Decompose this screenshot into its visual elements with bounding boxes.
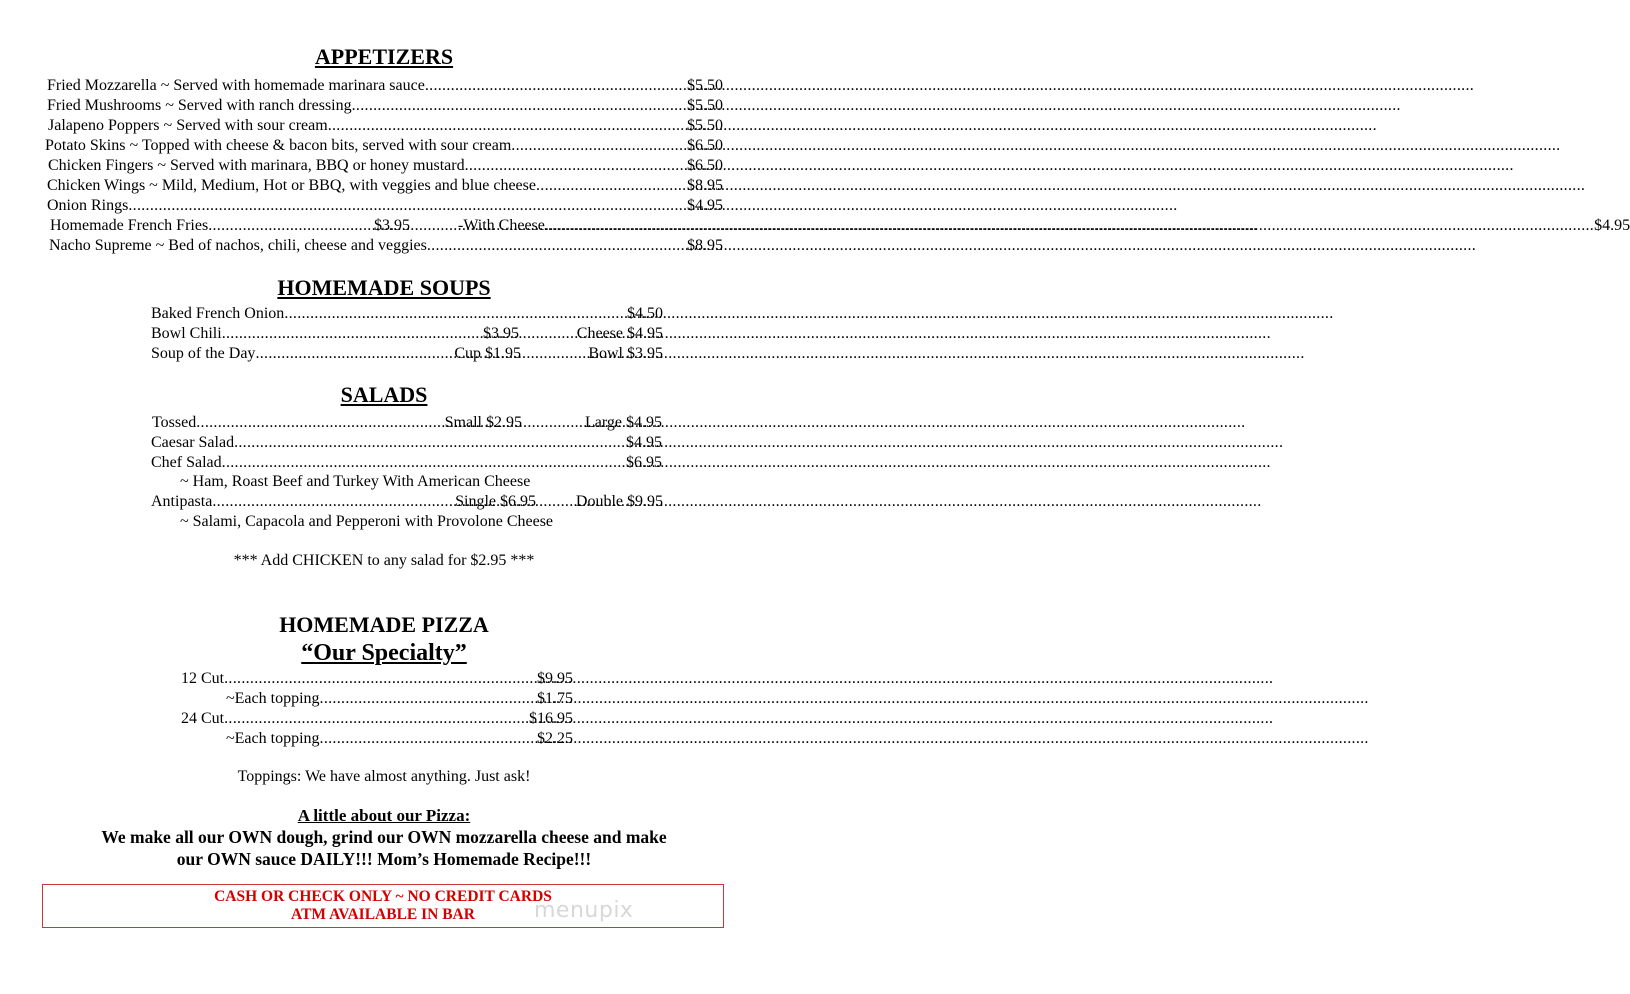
- notice-line-2: ATM AVAILABLE IN BAR: [291, 906, 475, 923]
- item-name: Caesar Salad: [151, 434, 235, 451]
- about-line-2: our OWN sauce DAILY!!! Mom’s Homemade Recipe!!!: [176, 849, 592, 869]
- menu-item: [49, 236, 723, 256]
- item-price: $3.95: [483, 325, 519, 342]
- item-price: $4.95: [626, 434, 662, 451]
- menu-item: [226, 689, 573, 709]
- item-price: $1.75: [537, 690, 573, 707]
- menu-item: [48, 116, 723, 136]
- item-name: Jalapeno Poppers ~ Served with sour cream: [48, 117, 328, 134]
- item-price: $9.95: [537, 670, 573, 687]
- menu-item: [47, 176, 723, 196]
- item-name: Chicken Wings ~ Mild, Medium, Hot or BBQ, with veggies and blue cheese: [47, 177, 536, 194]
- item-name: ~Each topping: [226, 730, 320, 747]
- item-price: Small $2.95: [444, 414, 522, 431]
- menu-item: [181, 669, 573, 689]
- item-price: $6.50: [687, 157, 723, 174]
- item-option: -With Cheese: [458, 217, 545, 234]
- item-price: $6.50: [687, 137, 723, 154]
- item-name: Antipasta: [151, 493, 213, 510]
- item-price: $8.95: [687, 237, 723, 254]
- watermark-logo: menupix: [534, 898, 634, 923]
- item-price: $5.50: [687, 77, 723, 94]
- item-option: Large $4.95: [584, 414, 662, 431]
- item-name: Potato Skins ~ Topped with cheese & bacon bits, served with sour cream: [45, 137, 512, 154]
- item-option: Bowl $3.95: [588, 345, 663, 362]
- item-name: Chef Salad: [151, 454, 222, 471]
- item-price: $3.95: [374, 217, 410, 234]
- salads-heading: SALADS: [340, 382, 428, 407]
- menu-item: [226, 729, 573, 749]
- item-price: Single $6.95: [455, 493, 536, 510]
- pizza-subtitle: “Our Specialty”: [301, 640, 467, 666]
- item-price: Cup $1.95: [454, 345, 521, 362]
- menu-item: [151, 433, 662, 453]
- item-price: $4.95: [687, 197, 723, 214]
- item-description: ~ Ham, Roast Beef and Turkey With American Cheese: [180, 473, 531, 490]
- item-price: $6.95: [626, 454, 662, 471]
- item-price: $4.50: [627, 305, 663, 322]
- item-name: Chicken Fingers ~ Served with marinara, BBQ or honey mustard: [48, 157, 465, 174]
- item-name: 24 Cut: [181, 710, 225, 727]
- menu-item: [151, 453, 662, 473]
- menu-item: [50, 216, 1630, 236]
- menu-item: [151, 304, 663, 324]
- menu-item: [48, 156, 723, 176]
- item-option: Cheese $4.95: [576, 325, 663, 342]
- item-price: $2.25: [537, 730, 573, 747]
- about-title: A little about our Pizza:: [297, 806, 471, 825]
- item-name: Fried Mozzarella ~ Served with homemade marinara sauce: [47, 77, 425, 94]
- item-name: Soup of the Day: [151, 345, 256, 362]
- menu-item: [47, 96, 723, 116]
- menu-item: [181, 709, 573, 729]
- menu-item: [151, 492, 663, 512]
- notice-line-1: CASH OR CHECK ONLY ~ NO CREDIT CARDS: [214, 888, 552, 905]
- item-option: Double $9.95: [575, 493, 663, 510]
- menu-item: [151, 324, 663, 344]
- item-name: Onion Rings: [47, 197, 129, 214]
- item-name: Nacho Supreme ~ Bed of nachos, chili, cheese and veggies: [49, 237, 427, 254]
- salad-note: *** Add CHICKEN to any salad for $2.95 ***: [233, 552, 535, 569]
- about-line-1: We make all our OWN dough, grind our OWN mozzarella cheese and make: [101, 827, 667, 847]
- appetizers-heading: APPETIZERS: [314, 44, 454, 69]
- pizza-heading: HOMEMADE PIZZA: [279, 612, 489, 637]
- soups-heading: HOMEMADE SOUPS: [277, 275, 491, 300]
- item-name: Baked French Onion: [151, 305, 285, 322]
- item-description: ~ Salami, Capacola and Pepperoni with Provolone Cheese: [180, 513, 554, 530]
- item-price: $5.50: [687, 97, 723, 114]
- item-name: Tossed: [152, 414, 197, 431]
- item-price: $4.95: [1594, 217, 1630, 234]
- item-price: $5.50: [687, 117, 723, 134]
- menu-item: [151, 344, 663, 364]
- item-name: Homemade French Fries: [50, 217, 209, 234]
- item-price: $8.95: [687, 177, 723, 194]
- menu-item: [47, 76, 723, 96]
- item-name: Bowl Chili: [151, 325, 222, 342]
- item-name: 12 Cut: [181, 670, 225, 687]
- item-name: Fried Mushrooms ~ Served with ranch dressing: [47, 97, 352, 114]
- menu-item: [47, 196, 723, 216]
- menu-item: [45, 136, 723, 156]
- item-name: ~Each topping: [226, 690, 320, 707]
- menu-item: [152, 413, 662, 433]
- item-price: $16.95: [529, 710, 573, 727]
- toppings-note: Toppings: We have almost anything. Just ask!: [237, 768, 531, 785]
